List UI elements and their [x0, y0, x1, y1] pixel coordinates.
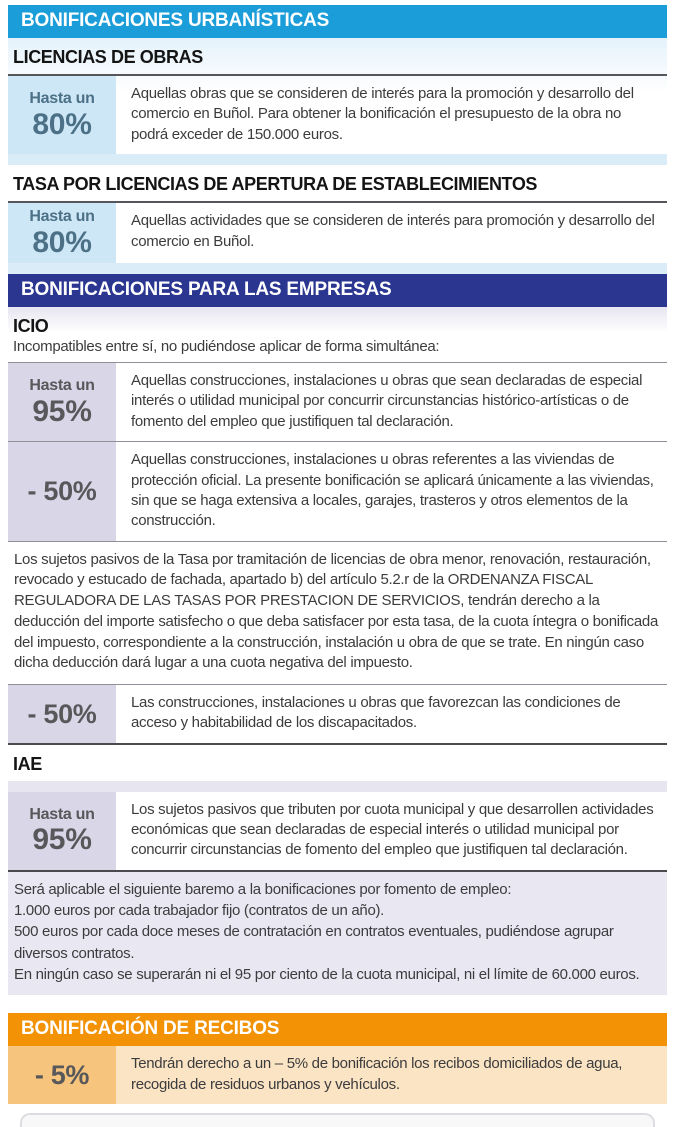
badge-prefix: Hasta un [29, 208, 95, 226]
icio-paragraph-tasa: Los sujetos pasivos de la Tasa por tramitación de licencias de obra menor, renovación, restauración, revocado y estucado de fachada, apartado b) del artículo 5.2.r de la ORDENANZA FISCAL REGULADORA DE LAS TASAS POR PRESTACION DE SERVICIOS, tendrán derecho a la deducción del importe satisfecho o que deba satisfacer por esta tasa, de la cuota íntegra o bonificada del impuesto, correspondiente a la construcción, instalación u obra de que se trate. En ningún caso dicha deducción dará lugar a una cuota negativa del impuesto. [8, 541, 667, 684]
row-iae-95 [8, 792, 667, 870]
heading-icio: ICIO [13, 316, 49, 337]
heading-licencias-obras: LICENCIAS DE OBRAS [13, 47, 203, 67]
row-text-apertura: Aquellas actividades que se consideren de interés para promoción y desarrollo del comercio en Buñol. [131, 212, 655, 250]
badge-hasta-80-obras [8, 76, 116, 154]
badge-prefix: Hasta un [29, 805, 95, 823]
badge-menos-50-vpo [8, 442, 116, 541]
section-header-recibos: BONIFICACIÓN DE RECIBOS [8, 1013, 667, 1046]
row-text-recibos: Tendrán derecho a un – 5% de bonificación los recibos domiciliados de agua, recogida de residuos urbanos y vehículos. [116, 1046, 667, 1104]
row-icio-95 [8, 362, 667, 441]
badge-hasta-95-iae [8, 792, 116, 870]
badge-hasta-80-apertura [8, 203, 116, 263]
section-gap [8, 995, 667, 1013]
row-icio-50-acceso [8, 684, 667, 743]
panel-urbanisticas [8, 38, 667, 274]
next-card-edge [20, 1113, 655, 1127]
panel-empresas [8, 307, 667, 995]
baremo-line: 1.000 euros por cada trabajador fijo (contratos de un año). [14, 902, 385, 920]
separator-band [8, 154, 667, 165]
baremo-line: En ningún caso se superarán ni el 95 por ciento de la cuota municipal, ni el límite de 60.000 euros. [14, 966, 640, 984]
heading-tasa-apertura: TASA POR LICENCIAS DE APERTURA DE ESTABLECIMIENTOS [13, 174, 538, 195]
badge-value: - 5% [34, 1060, 90, 1091]
baremo-line: 500 euros por cada doce meses de contratación en contratos eventuales, pudiéndose agrupar diversos contratos. [14, 923, 614, 962]
row-text-50-vpo: Aquellas construcciones, instalaciones u obras referentes a las viviendas de protección oficial. La presente bonificación se aplicará únicamente a las viviendas, sin que se haga extensiva a locales, garajes, trasteros y otros elementos de la construcción. [131, 451, 654, 530]
badge-menos-50-acceso [8, 685, 116, 743]
iae-baremo-block [8, 870, 667, 995]
separator-band [8, 781, 667, 792]
badge-value: 95% [32, 823, 92, 857]
row-text-obras: Aquellas obras que se consideren de interés para la promoción y desarrollo del comercio en Buñol. Para obtener la bonificación el presupuesto de la obra no podrá exceder de 150.000 euros. [131, 85, 634, 143]
badge-value: 80% [32, 107, 92, 141]
section-header-urbanisticas: BONIFICACIONES URBANÍSTICAS [8, 5, 667, 38]
separator-band [8, 263, 667, 274]
badge-prefix: Hasta un [29, 377, 95, 395]
bottom-gap [8, 1104, 667, 1113]
badge-value: 95% [32, 394, 92, 428]
badge-menos-5-recibos [8, 1046, 116, 1104]
baremo-line: Será aplicable el siguiente baremo a la bonificaciones por fomento de empleo: [14, 880, 512, 898]
row-icio-50-vpo [8, 441, 667, 541]
badge-hasta-95-icio [8, 363, 116, 441]
badge-value: - 50% [27, 476, 97, 507]
row-tasa-apertura [8, 201, 667, 263]
icio-note: Incompatibles entre sí, no pudiéndose aplicar de forma simultánea: [13, 338, 440, 356]
badge-value: - 50% [27, 698, 97, 729]
row-text-50-acceso: Las construcciones, instalaciones u obras que favorezcan las condiciones de acceso y habitabilidad de los discapacitados. [131, 693, 621, 732]
badge-value: 80% [32, 225, 92, 259]
row-recibos-5 [8, 1046, 667, 1104]
row-text-iae-95: Los sujetos pasivos que tributen por cuota municipal y que desarrollen actividades económicas que sean declaradas de especial interés o utilidad municipal por concurrir circunstancias de fomento del empleo que justifiquen tal declaración. [131, 800, 654, 859]
badge-prefix: Hasta un [29, 90, 95, 108]
row-licencias-obras [8, 74, 667, 154]
row-text-icio-95: Aquellas construcciones, instalaciones u obras que sean declaradas de especial interés o utilidad municipal por concurrir circunstancias histórico-artísticas o de fomento del empleo que justifiquen tal declaración. [131, 372, 643, 430]
heading-iae: IAE [8, 743, 667, 781]
section-header-empresas: BONIFICACIONES PARA LAS EMPRESAS [8, 274, 667, 307]
